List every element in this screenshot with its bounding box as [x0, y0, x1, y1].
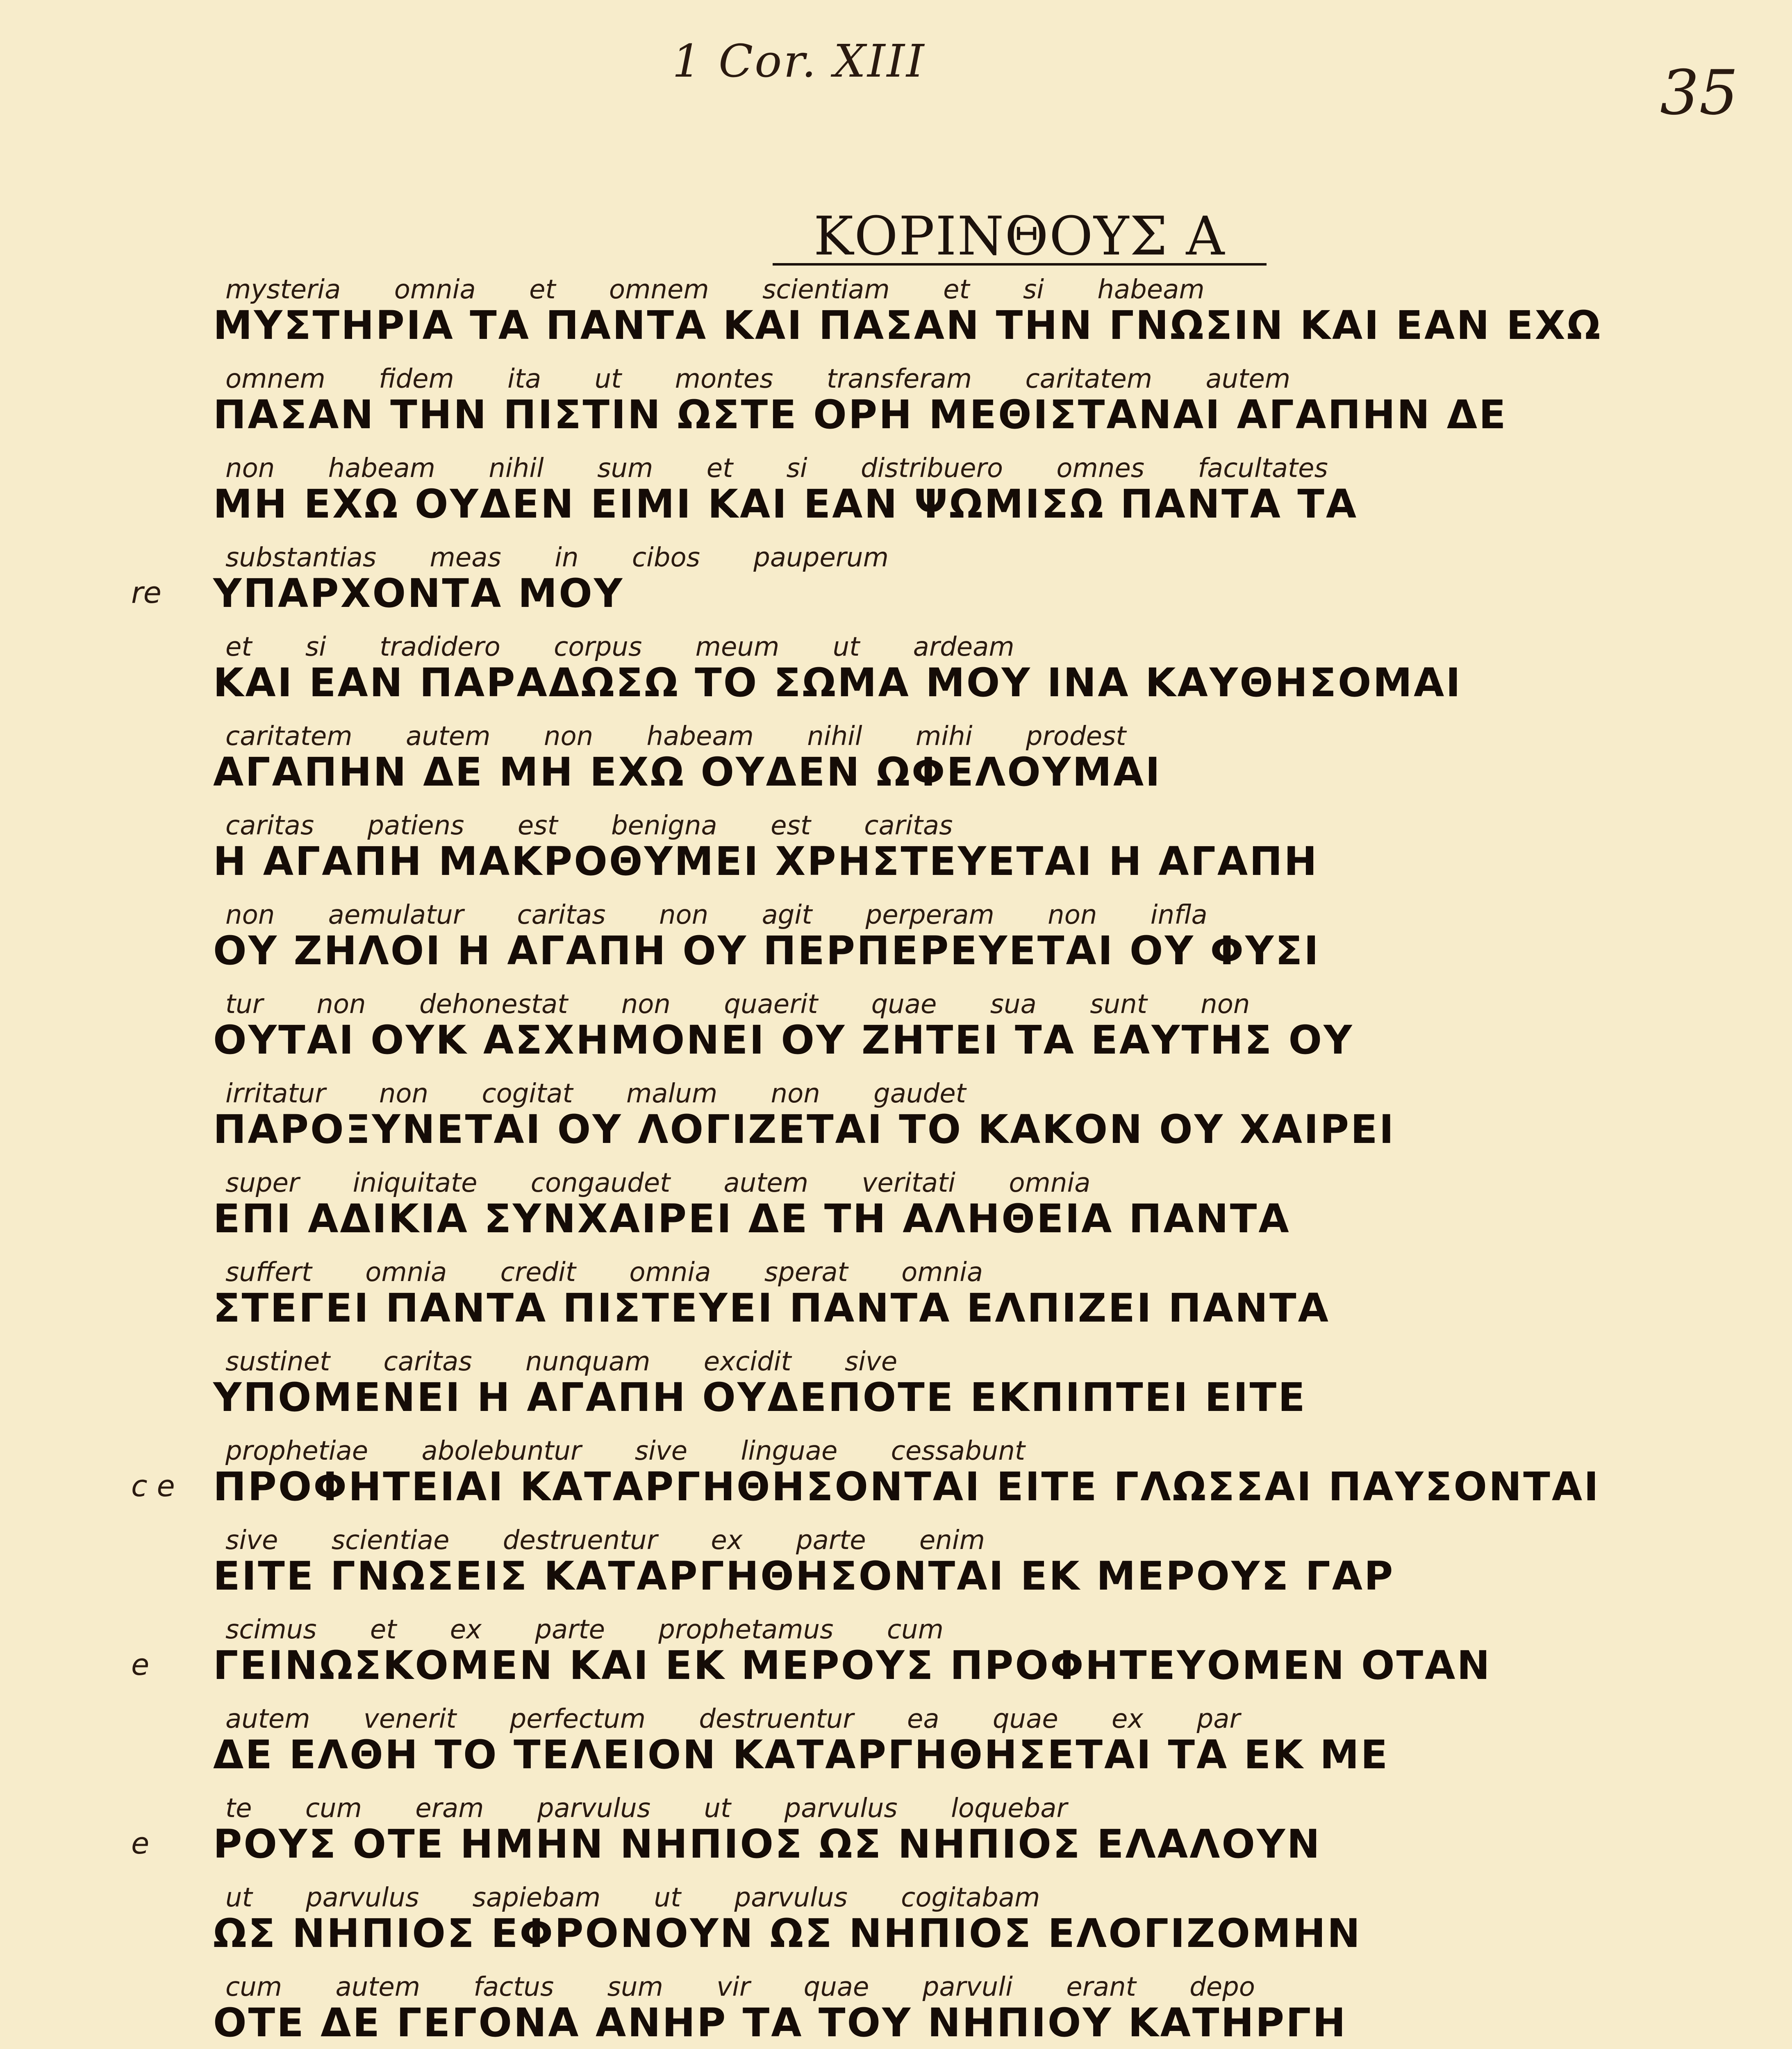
folio-number: 35 — [1660, 57, 1738, 129]
text-line — [213, 721, 1730, 811]
greek-text: ΔΕ ΕΛΘΗ ΤΟ ΤΕΛΕΙΟΝ ΚΑΤΑΡΓΗΘΗΣΕΤΑΙ ΤΑ ΕΚ ΜΕ — [213, 1732, 1389, 1778]
margin-note: c e — [131, 1469, 175, 1503]
text-line — [213, 1972, 1730, 2049]
margin-note: re — [131, 575, 161, 610]
text-line — [131, 1436, 1730, 1525]
latin-gloss: sustinet caritas nunquam excidit sive — [225, 1347, 898, 1377]
latin-gloss: tur non dehonestat non quaerit quae sua sunt non — [225, 989, 1250, 1020]
text-line — [213, 275, 1730, 364]
text-line — [213, 1257, 1730, 1347]
greek-text: ΜΥΣΤΗΡΙΑ ΤΑ ΠΑΝΤΑ ΚΑΙ ΠΑΣΑΝ ΤΗΝ ΓΝΩΣΙΝ ΚΑΙ ΕΑΝ ΕΧΩ — [213, 302, 1602, 348]
latin-gloss: te cum eram parvulus ut parvulus loquebar — [225, 1793, 1067, 1824]
text-line — [213, 1525, 1730, 1615]
greek-text: ΜΗ ΕΧΩ ΟΥΔΕΝ ΕΙΜΙ ΚΑΙ ΕΑΝ ΨΩΜΙΣΩ ΠΑΝΤΑ ΤΑ — [213, 481, 1358, 527]
latin-gloss: non habeam nihil sum et si distribuero omnes facultates — [225, 453, 1328, 484]
greek-text: ΥΠΑΡΧΟΝΤΑ ΜΟΥ — [213, 570, 624, 616]
latin-gloss: ut parvulus sapiebam ut parvulus cogitabam — [225, 1883, 1040, 1913]
text-line — [213, 364, 1730, 453]
latin-gloss: sive scientiae destruentur ex parte enim — [225, 1525, 985, 1556]
latin-gloss: substantias meas in cibos pauperum — [225, 543, 889, 573]
greek-text: ΟΥ ΖΗΛΟΙ Η ΑΓΑΠΗ ΟΥ ΠΕΡΠΕΡΕΥΕΤΑΙ ΟΥ ΦΥΣΙ — [213, 928, 1320, 974]
latin-gloss: irritatur non cogitat malum non gaudet — [225, 1079, 966, 1109]
greek-text: ΟΥΤΑΙ ΟΥΚ ΑΣΧΗΜΟΝΕΙ ΟΥ ΖΗΤΕΙ ΤΑ ΕΑΥΤΗΣ ΟΥ — [213, 1017, 1354, 1063]
text-line — [213, 632, 1730, 721]
latin-gloss: scimus et ex parte prophetamus cum — [225, 1615, 944, 1645]
text-line — [131, 543, 1730, 632]
text-line — [213, 1347, 1730, 1436]
latin-gloss: mysteria omnia et omnem scientiam et si habeam — [225, 275, 1205, 305]
greek-text: ΟΤΕ ΔΕ ΓΕΓΟΝΑ ΑΝΗΡ ΤΑ ΤΟΥ ΝΗΠΙΟΥ ΚΑΤΗΡΓΗ — [213, 2000, 1347, 2046]
text-line — [213, 900, 1730, 989]
greek-text: ΣΤΕΓΕΙ ΠΑΝΤΑ ΠΙΣΤΕΥΕΙ ΠΑΝΤΑ ΕΛΠΙΖΕΙ ΠΑΝΤΑ — [213, 1285, 1330, 1331]
latin-gloss: suffert omnia credit omnia sperat omnia — [225, 1257, 983, 1288]
latin-gloss: omnem fidem ita ut montes transferam caritatem autem — [225, 364, 1291, 394]
text-line — [131, 1615, 1730, 1704]
chapter-reference: 1 Cor. XIII — [672, 35, 926, 87]
margin-note: e — [131, 1826, 150, 1860]
text-line — [213, 1168, 1730, 1257]
text-block — [131, 275, 1730, 2049]
latin-gloss: et si tradidero corpus meum ut ardeam — [225, 632, 1014, 662]
greek-text: ΚΑΙ ΕΑΝ ΠΑΡΑΔΩΣΩ ΤΟ ΣΩΜΑ ΜΟΥ ΙΝΑ ΚΑΥΘΗΣΟΜΑΙ — [213, 660, 1462, 706]
latin-gloss: prophetiae abolebuntur sive linguae cessabunt — [225, 1436, 1025, 1466]
greek-text: ΕΠΙ ΑΔΙΚΙΑ ΣΥΝΧΑΙΡΕΙ ΔΕ ΤΗ ΑΛΗΘΕΙΑ ΠΑΝΤΑ — [213, 1196, 1291, 1242]
running-title — [814, 205, 1225, 266]
text-line — [213, 811, 1730, 900]
latin-gloss: non aemulatur caritas non agit perperam non infla — [225, 900, 1208, 930]
latin-gloss: super iniquitate congaudet autem veritati omnia — [225, 1168, 1091, 1198]
greek-text: Η ΑΓΑΠΗ ΜΑΚΡΟΘΥΜΕΙ ΧΡΗΣΤΕΥΕΤΑΙ Η ΑΓΑΠΗ — [213, 838, 1319, 884]
text-line — [213, 1883, 1730, 1972]
latin-gloss: caritatem autem non habeam nihil mihi prodest — [225, 721, 1126, 752]
text-line — [213, 989, 1730, 1079]
greek-text: ΕΙΤΕ ΓΝΩΣΕΙΣ ΚΑΤΑΡΓΗΘΗΣΟΝΤΑΙ ΕΚ ΜΕΡΟΥΣ ΓΑΡ — [213, 1553, 1395, 1599]
latin-gloss: cum autem factus sum vir quae parvuli erant depo — [225, 1972, 1255, 2002]
greek-text: ΠΡΟΦΗΤΕΙΑΙ ΚΑΤΑΡΓΗΘΗΣΟΝΤΑΙ ΕΙΤΕ ΓΛΩΣΣΑΙ ΠΑΥΣΟΝΤΑΙ — [213, 1464, 1600, 1510]
text-line — [213, 1704, 1730, 1793]
latin-gloss: caritas patiens est benigna est caritas — [225, 811, 953, 841]
running-title-text: ΚΟΡΙΝΘΟΥΣ Α — [814, 205, 1226, 267]
greek-text: ΥΠΟΜΕΝΕΙ Η ΑΓΑΠΗ ΟΥΔΕΠΟΤΕ ΕΚΠΙΠΤΕΙ ΕΙΤΕ — [213, 1374, 1307, 1420]
greek-text: ΠΑΡΟΞΥΝΕΤΑΙ ΟΥ ΛΟΓΙΖΕΤΑΙ ΤΟ ΚΑΚΟΝ ΟΥ ΧΑΙΡΕΙ — [213, 1106, 1396, 1152]
greek-text: ΩΣ ΝΗΠΙΟΣ ΕΦΡΟΝΟΥΝ ΩΣ ΝΗΠΙΟΣ ΕΛΟΓΙΖΟΜΗΝ — [213, 1910, 1362, 1956]
greek-text: ΠΑΣΑΝ ΤΗΝ ΠΙΣΤΙΝ ΩΣΤΕ ΟΡΗ ΜΕΘΙΣΤΑΝΑΙ ΑΓΑΠΗΝ ΔΕ — [213, 392, 1508, 438]
text-line — [131, 1793, 1730, 1883]
latin-gloss: autem venerit perfectum destruentur ea quae ex par — [225, 1704, 1240, 1734]
greek-text: ΓΕΙΝΩΣΚΟΜΕΝ ΚΑΙ ΕΚ ΜΕΡΟΥΣ ΠΡΟΦΗΤΕΥΟΜΕΝ ΟΤΑΝ — [213, 1642, 1492, 1688]
text-line — [213, 1079, 1730, 1168]
margin-note: e — [131, 1647, 150, 1682]
text-line — [213, 453, 1730, 543]
greek-text: ΡΟΥΣ ΟΤΕ ΗΜΗΝ ΝΗΠΙΟΣ ΩΣ ΝΗΠΙΟΣ ΕΛΑΛΟΥΝ — [213, 1821, 1321, 1867]
greek-text: ΑΓΑΠΗΝ ΔΕ ΜΗ ΕΧΩ ΟΥΔΕΝ ΩΦΕΛΟΥΜΑΙ — [213, 749, 1162, 795]
